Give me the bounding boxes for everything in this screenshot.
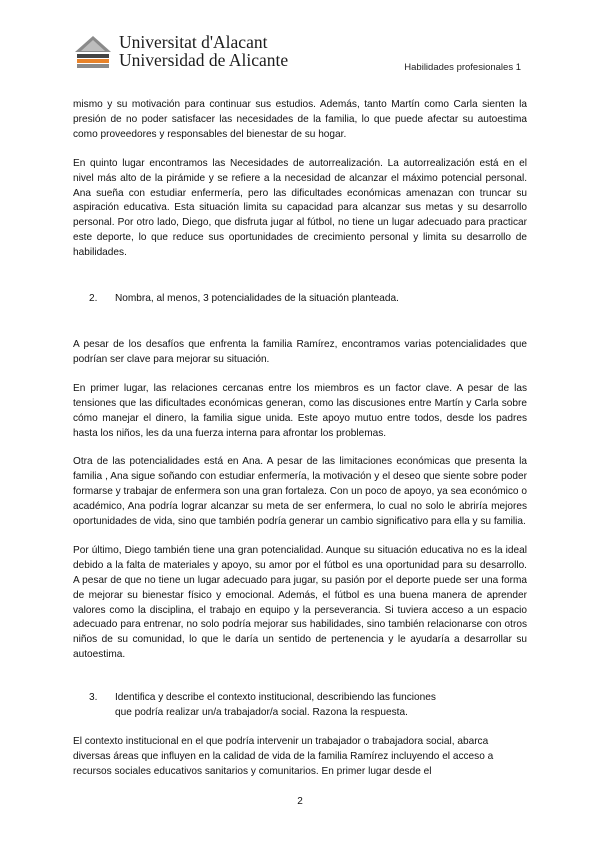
question-3 xyxy=(73,691,527,721)
paragraph: Por último, Diego también tiene una gran potencialidad. Aunque su situación educativa no es la ideal debido a la falta de materiales y apoyo, su amor por el fútbol es una oportunidad para su desarrollo. A pesar de que no tiene un lugar adecuado para jugar, su pasión por el deporte puede ser una forma de mejorar su bienestar físico y emocional. Además, el fútbol es una buena manera de aprender valores como la disciplina, el trabajo en equipo y la perseverancia. Si tuviera acceso a un espacio adecuado para entrenar, no solo podría mejorar sus habilidades, sino también relacionarse con otros niños de su comunidad, lo que le daría un sentido de pertenencia y le ayudaría a desarrollar su autoestima. xyxy=(73,544,527,661)
question-text: Nombra, al menos, 3 potencialidades de la situación planteada. xyxy=(115,293,399,305)
paragraph: Otra de las potencialidades está en Ana. A pesar de las limitaciones económicas que presenta la familia , Ana sigue soñando con estudiar enfermería, la motivación y el deseo que siente sobre poder formarse y trabajar de enfermera son una gran fortaleza. Con un poco de apoyo, ya sea económico o académico, Ana podría lograr alcanzar su meta de ser enfermera, lo cual no solo le abriría mejores oportunidades de vida, sino que también podría generar un cambio significativo para ella y su familia. xyxy=(73,456,527,528)
logo-line-1: Universitat d'Alacant xyxy=(119,32,268,52)
university-logo xyxy=(73,32,289,73)
question-text: Identifica y describe el contexto institucional, describiendo las funciones que podría realizar un/a trabajador/a social. Razona la respuesta. xyxy=(115,692,436,719)
paragraph: En primer lugar, las relaciones cercanas entre los miembros es un factor clave. A pesar de las tensiones que las dificultades económicas generan, como las discusiones entre Martín y Carla sobre cómo manejar el dinero, la familia sigue unida. Este apoyo mutuo entre todos, desde los padres hasta los niños, les da una fuerza interna para afrontar los problemas. xyxy=(73,382,527,439)
paragraph: mismo y su motivación para continuar sus estudios. Además, tanto Martín como Carla sienten la presión de no poder satisfacer las necesidades de la familia, lo que puede afectar su autoestima como proveedores y responsables del bienestar de su hogar. xyxy=(73,99,527,140)
question-number: 3. xyxy=(89,692,98,704)
question-number: 2. xyxy=(89,293,98,305)
paragraph: El contexto institucional en el que podría intervenir un trabajador o trabajadora social, abarca diversas áreas que influyen en la calidad de vida de la familia Ramírez incluyendo el acceso a recursos sociales educativos sanitarios y comunitarios. En primer lugar desde el xyxy=(73,736,494,777)
paragraph: En quinto lugar encontramos las Necesidades de autorrealización. La autorrealización está en el nivel más alto de la pirámide y se refiere a la necesidad de alcanzar el máximo potencial personal. Ana sueña con estudiar enfermería, pero las dificultades económicas amenazan con truncar su aspiración educativa. Esta situación limita su capacidad para alcanzar sus metas y su desarrollo personal. Por otro lado, Diego, que disfruta jugar al fútbol, no tiene un lugar adecuado para practicar este deporte, lo que reduce sus oportunidades de crecimiento personal y limita su desarrollo de habilidades. xyxy=(73,157,527,259)
document-header-title: Habilidades profesionales 1 xyxy=(404,62,521,73)
paragraph: A pesar de los desafíos que enfrenta la familia Ramírez, encontramos varias potencialidades que podrían ser clave para mejorar su situación. xyxy=(73,338,527,365)
logo-line-2: Universidad de Alicante xyxy=(119,50,289,70)
document-body xyxy=(73,98,527,794)
page-number: 2 xyxy=(297,796,303,807)
university-emblem-icon xyxy=(73,34,113,70)
question-2 xyxy=(73,292,527,307)
